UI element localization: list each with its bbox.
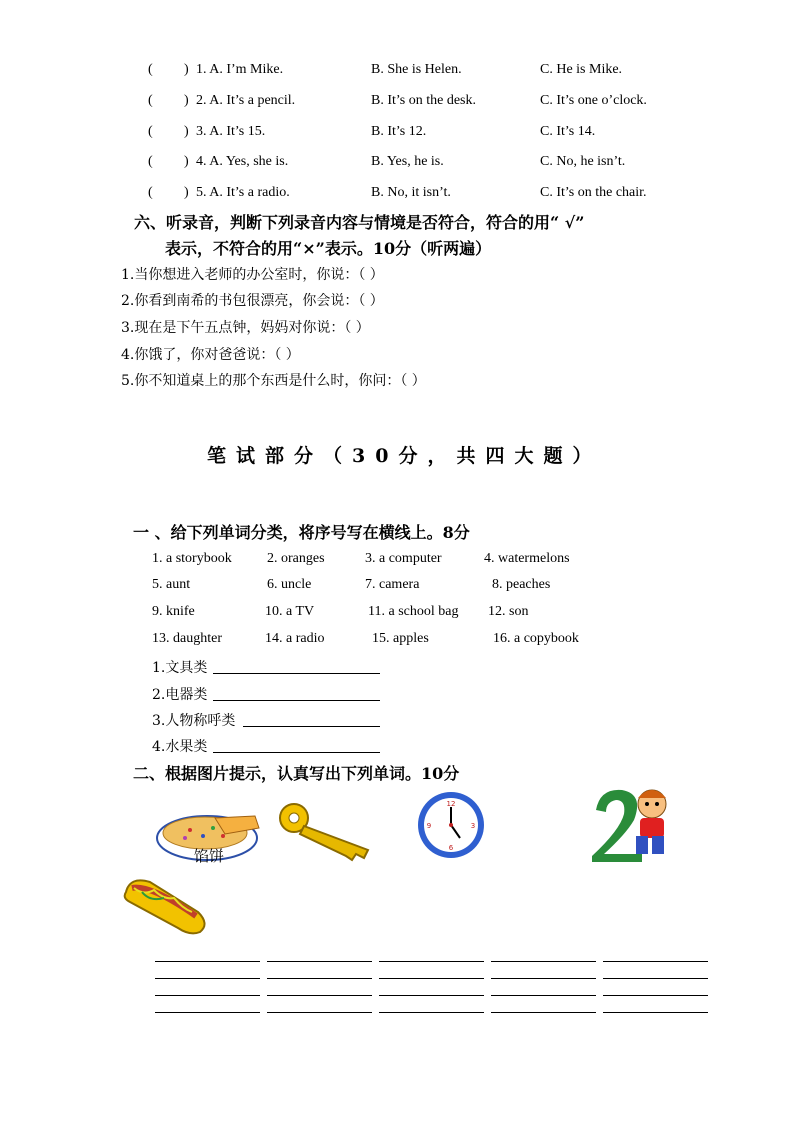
category-label: 2.电器类 (152, 687, 208, 703)
section6-heading-line1: 六、听录音，判断下列录音内容与情境是否符合，符合的用“ √” (134, 213, 585, 232)
option-b: B. No, it isn’t. (371, 185, 451, 200)
writing-line[interactable] (267, 1012, 372, 1013)
answer-blank[interactable] (213, 673, 380, 674)
writing-line[interactable] (491, 961, 596, 962)
answer-paren-left: ( (148, 185, 153, 200)
writing-line[interactable] (267, 961, 372, 962)
answer-paren-left: ( (148, 154, 153, 169)
answer-blank[interactable] (243, 726, 380, 727)
option-a: 4. A. Yes, she is. (196, 154, 289, 169)
answer-paren-right: ) (184, 124, 189, 139)
section6-item: 2.你看到南希的书包很漂亮，你会说：（ ） (121, 293, 384, 309)
writing-line[interactable] (379, 978, 484, 979)
answer-paren-right: ) (184, 62, 189, 77)
section6-item: 5.你不知道桌上的那个东西是什么时，你问：（ ） (121, 373, 426, 389)
writing-line[interactable] (603, 961, 708, 962)
answer-paren-right: ) (184, 93, 189, 108)
option-a: 5. A. It’s a radio. (196, 185, 290, 200)
answer-blank[interactable] (213, 752, 380, 753)
svg-text:6: 6 (448, 844, 454, 852)
vocab-word: 12. son (488, 604, 529, 619)
vocab-word: 1. a storybook (152, 551, 232, 566)
vocab-word: 15. apples (372, 631, 429, 646)
part2-heading: 二、根据图片提示，认真写出下列单词。10分 (133, 764, 460, 783)
writing-line[interactable] (267, 978, 372, 979)
writing-line[interactable] (603, 1012, 708, 1013)
vocab-word: 14. a radio (265, 631, 325, 646)
writing-line[interactable] (267, 995, 372, 996)
vocab-word: 5. aunt (152, 577, 191, 592)
writing-line[interactable] (155, 995, 260, 996)
answer-paren-right: ) (184, 185, 189, 200)
svg-text:12: 12 (446, 800, 456, 808)
option-c: C. It’s 14. (540, 124, 596, 139)
vocab-word: 13. daughter (152, 631, 222, 646)
section6-item: 3.现在是下午五点钟，妈妈对你说：（ ） (121, 320, 370, 336)
section6-heading-line2: 表示，不符合的用“×”表示。10分（听两遍） (165, 239, 492, 258)
answer-paren-left: ( (148, 62, 153, 77)
svg-text:3: 3 (470, 822, 476, 830)
option-a: 3. A. It’s 15. (196, 124, 266, 139)
option-b: B. She is Helen. (371, 62, 462, 77)
option-a: 2. A. It’s a pencil. (196, 93, 296, 108)
option-c: C. No, he isn’t. (540, 154, 626, 169)
answer-paren-left: ( (148, 124, 153, 139)
option-c: C. It’s one o’clock. (540, 93, 647, 108)
category-label: 3.人物称呼类 (152, 713, 236, 729)
vocab-word: 8. peaches (492, 577, 551, 592)
option-a: 1. A. I’m Mike. (196, 62, 284, 77)
option-b: B. It’s on the desk. (371, 93, 476, 108)
answer-paren-right: ) (184, 154, 189, 169)
vocab-word: 6. uncle (267, 577, 312, 592)
svg-text:9: 9 (426, 822, 432, 830)
category-label: 1.文具类 (152, 660, 208, 676)
answer-blank[interactable] (213, 700, 380, 701)
vocab-word: 9. knife (152, 604, 195, 619)
vocab-word: 11. a school bag (368, 604, 459, 619)
writing-line[interactable] (603, 978, 708, 979)
hotdog-icon (120, 872, 210, 938)
writing-line[interactable] (491, 995, 596, 996)
writing-line[interactable] (155, 1012, 260, 1013)
writing-line[interactable] (379, 995, 484, 996)
option-c: C. He is Mike. (540, 62, 623, 77)
part1-heading: 一 、给下列单词分类，将序号写在横线上。8分 (133, 523, 470, 542)
option-c: C. It’s on the chair. (540, 185, 647, 200)
two-boy-icon (586, 782, 676, 864)
writing-line[interactable] (491, 978, 596, 979)
answer-paren-left: ( (148, 93, 153, 108)
writing-line[interactable] (379, 961, 484, 962)
vocab-word: 16. a copybook (493, 631, 579, 646)
vocab-word: 10. a TV (265, 604, 315, 619)
vocab-word: 4. watermelons (484, 551, 570, 566)
option-b: B. Yes, he is. (371, 154, 444, 169)
writing-line[interactable] (491, 1012, 596, 1013)
vocab-word: 7. camera (365, 577, 420, 592)
vocab-word: 2. oranges (267, 551, 325, 566)
category-label: 4.水果类 (152, 739, 208, 755)
vocab-word: 3. a computer (365, 551, 442, 566)
writing-line[interactable] (155, 978, 260, 979)
clock-icon (414, 788, 488, 862)
writing-line[interactable] (603, 995, 708, 996)
writing-line[interactable] (379, 1012, 484, 1013)
key-icon (276, 798, 376, 862)
section6-item: 1.当你想进入老师的办公室时，你说：（ ） (121, 267, 384, 283)
picture-caption: 馅饼 (194, 847, 225, 865)
section6-item: 4.你饿了，你对爸爸说：（ ） (121, 347, 300, 363)
option-b: B. It’s 12. (371, 124, 427, 139)
written-part-title: 笔试部分（30分，共四大题） (207, 445, 602, 467)
writing-line[interactable] (155, 961, 260, 962)
